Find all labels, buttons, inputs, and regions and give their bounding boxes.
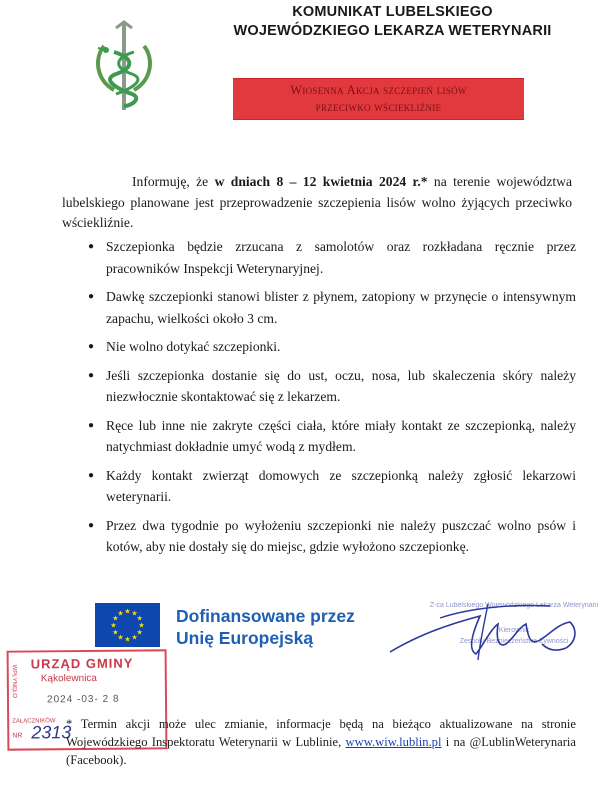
- list-item: ● Każdy kontakt zwierząt domowych ze szczepionką należy zgłosić lekarzowi weterynarii.: [88, 465, 576, 508]
- banner-line-2: przeciwko wściekliźnie: [315, 100, 442, 114]
- eu-star-icon: ★: [112, 614, 119, 623]
- list-item: ● Nie wolno dotykać szczepionki.: [88, 336, 576, 358]
- footnote-tail: i na @LublinWeterynaria (Facebook).: [66, 735, 576, 767]
- signature-line-2: Kierownik: [498, 627, 530, 634]
- veterinary-emblem-logo: [86, 18, 162, 114]
- signature-line-3: Zespołu Bezpieczeństwa Żywności: [459, 638, 569, 645]
- intro-lead: Informuję, że w dniach 8 – 12 kwietnia 2024 r.* na terenie: [132, 174, 491, 189]
- title-line-1: KOMUNIKAT LUBELSKIEGO: [292, 4, 493, 20]
- eu-star-icon: ★: [136, 614, 143, 623]
- list-item: ● Szczepionka będzie zrzucana z samolotów oraz rozkładana ręcznie przez pracowników Inspekcji Weterynaryjnej.: [88, 236, 576, 279]
- eu-funding-text: [176, 605, 355, 649]
- intro-paragraph: [62, 172, 572, 234]
- eu-flag-icon: [95, 603, 160, 647]
- footnote-text: * Termin akcji może ulec zmianie, informacje będą na bieżąco aktualizowane na stronie Wojewódzkiego Inspektoratu Weterynarii w Lublinie,: [66, 717, 576, 749]
- banner-line-1: Wiosenna Akcja szczepień lisów: [290, 83, 467, 97]
- bullet-icon: ●: [88, 519, 95, 531]
- eu-line-2: Unię Europejską: [176, 628, 314, 648]
- signature-line-1: Z-ca Lubelskiego Wojewódzkiego Lekarza Weterynarii: [429, 602, 599, 609]
- handwritten-signature: [380, 594, 600, 666]
- eu-star-icon: ★: [110, 621, 117, 630]
- bullet-icon: ●: [88, 341, 95, 352]
- eu-star-icon: ★: [117, 633, 124, 642]
- eu-star-icon: ★: [131, 609, 138, 618]
- communique-title: [200, 3, 585, 41]
- eu-star-icon: ★: [136, 628, 143, 637]
- eu-star-icon: ★: [117, 609, 124, 618]
- list-item: ● Dawkę szczepionki stanowi blister z płynem, zatopiony w przynęcie o intensywnym zapachu, wielkości około 3 cm.: [88, 286, 576, 329]
- title-line-2: WOJEWÓDZKIEGO LEKARZA WETERYNARII: [233, 23, 552, 39]
- stamp-title: URZĄD GMINY: [30, 655, 134, 672]
- footnote: [66, 715, 576, 769]
- eu-star-icon: ★: [124, 607, 131, 616]
- eu-star-icon: ★: [112, 628, 119, 637]
- instructions-list: [88, 236, 576, 565]
- eu-line-1: Dofinansowane przez: [176, 606, 355, 626]
- bullet-icon: ●: [88, 241, 95, 252]
- bullet-icon: ●: [88, 369, 95, 381]
- intro-rest: województwa lubelskiego planowane jest przeprowadzenie szczepienia lisów wolno żyjących przeciwko wściekliźnie.: [62, 174, 572, 230]
- stamp-side-label: WPŁYNĘŁO: [10, 664, 17, 699]
- bullet-icon: ●: [88, 469, 95, 481]
- stamp-attachments-label: ZAŁĄCZNIKÓW: [12, 718, 56, 725]
- eu-star-icon: ★: [138, 621, 145, 630]
- list-item: ● Przez dwa tygodnie po wyłożeniu szczepionki nie należy puszczać wolno psów i kotów, aby nie dostały się do miejsc, gdzie wyłożono szczepionkę.: [88, 515, 576, 558]
- list-item: ● Jeśli szczepionka dostanie się do ust, oczu, nosa, lub skaleczenia skóry należy niezwłocznie skontaktować się z lekarzem.: [88, 365, 576, 408]
- eu-star-icon: ★: [124, 635, 131, 644]
- list-item: ● Ręce lub inne nie zakryte części ciała, które miały kontakt ze szczepionką, należy natychmiast dokładnie umyć wodą z mydłem.: [88, 415, 576, 458]
- stamp-date: 2024 -03- 2 8: [46, 693, 120, 706]
- eu-star-icon: ★: [131, 633, 138, 642]
- stamp-handwritten-number: 2313: [31, 722, 72, 743]
- bullet-icon: ●: [88, 419, 95, 431]
- campaign-banner: [233, 78, 524, 120]
- stamp-number-label: NR: [12, 732, 23, 740]
- intro-date-range: w dniach 8 – 12 kwietnia 2024 r.*: [214, 174, 428, 189]
- wiw-website-link[interactable]: www.wiw.lublin.pl: [345, 735, 442, 749]
- bullet-icon: ●: [88, 291, 95, 302]
- stamp-place: Kąkolewnica: [40, 672, 98, 685]
